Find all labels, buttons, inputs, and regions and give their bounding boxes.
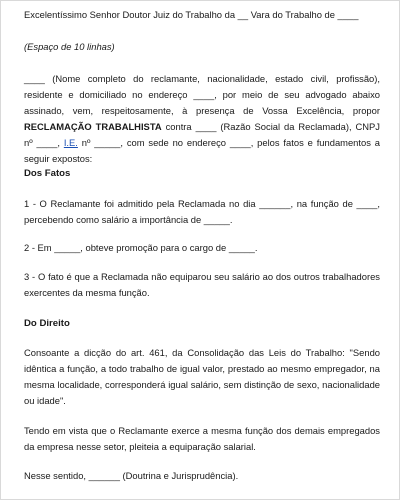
ie-link[interactable]: I.E. (63, 137, 78, 148)
intro-text-1: ____ (Nome completo do reclamante, nacionalidade, estado civil, profissão), residente e domiciliado no endereço ____, por meio de seu advogado abaixo assinado, vem, respeitosamente, à presença de Vossa Excelência, propor (24, 73, 380, 116)
fact-2-paragraph: 2 - Em _____, obteve promoção para o cargo de _____. (24, 242, 258, 253)
law-heading: Do Direito (24, 318, 70, 329)
law-3-paragraph: Nesse sentido, ______ (Doutrina e Jurisprudência). (24, 470, 239, 481)
space-note: (Espaço de 10 linhas) (24, 41, 115, 52)
court-header: Excelentíssimo Senhor Doutor Juiz do Trabalho da __ Vara do Trabalho de ____ (24, 9, 359, 20)
facts-heading: Dos Fatos (24, 168, 71, 179)
intro-text-2: contra ____ (Razão Social da Reclamada), CNPJ nº ____, (24, 121, 380, 148)
law-2-paragraph: Tendo em vista que o Reclamante exerce a mesma função dos demais empregados da empresa nesse setor, pleiteia a equiparação salarial. (24, 425, 380, 452)
intro-text-3: nº _____, com sede no endereço ____, pelos fatos e fundamentos a seguir expostos: (24, 137, 380, 164)
intro-paragraph (24, 71, 380, 167)
fact-3-paragraph: 3 - O fato é que a Reclamada não equiparou seu salário ao dos outros trabalhadores exercentes da mesma função. (24, 271, 380, 298)
fact-1-paragraph: 1 - O Reclamante foi admitido pela Reclamada no dia ______, na função de ____, percebendo como salário a importância de _____. (24, 198, 380, 225)
claim-title: RECLAMAÇÃO TRABALHISTA (24, 121, 162, 132)
law-1-paragraph: Consoante a dicção do art. 461, da Consolidação das Leis do Trabalho: "Sendo idêntica a função, a todo trabalho de igual valor, prestado ao mesmo empregador, na mesma localidade, corresponderá igual salário, sem distinção de sexo, nacionalidade ou idade". (24, 347, 380, 406)
